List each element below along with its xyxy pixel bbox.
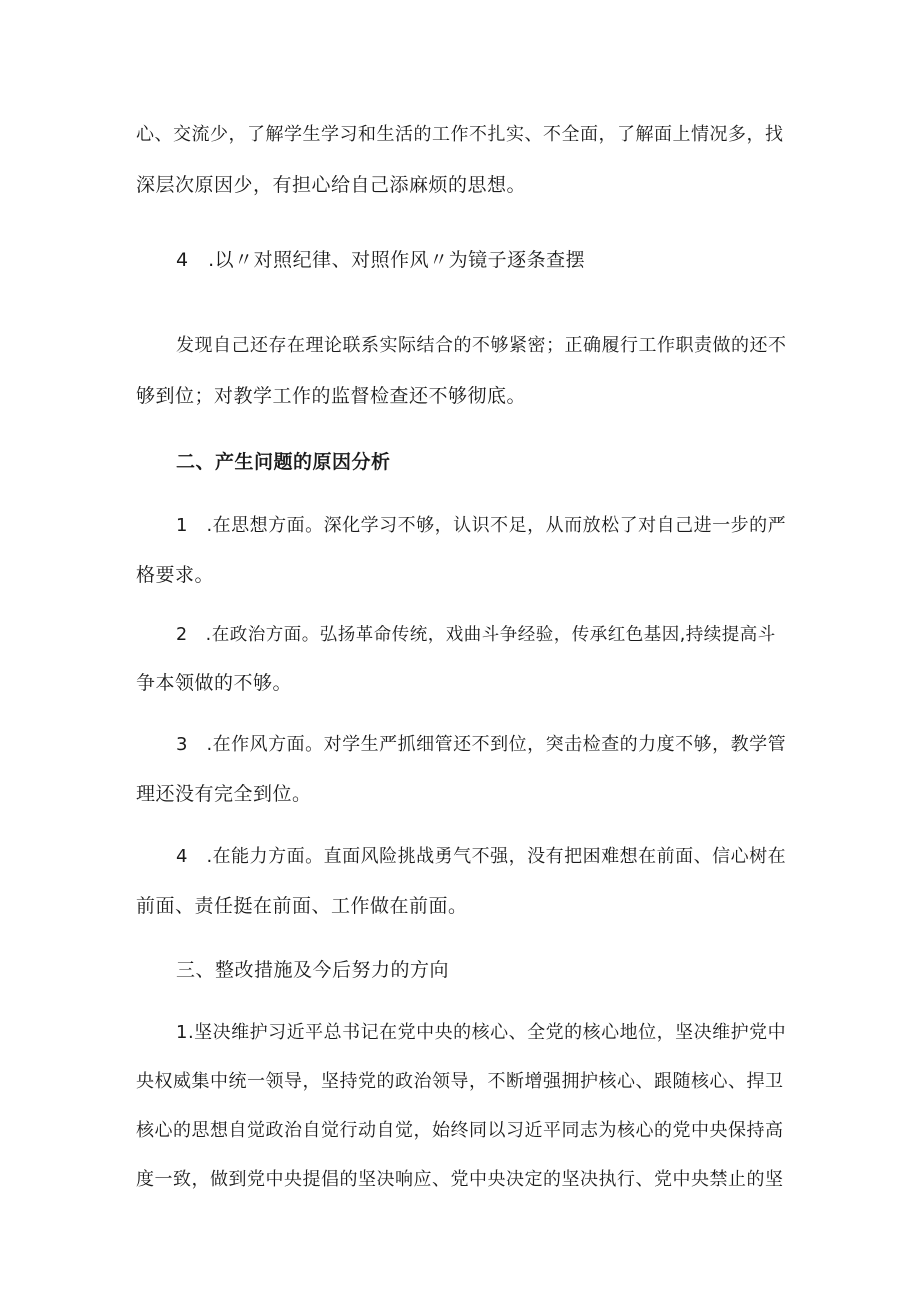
body-text-line: 央权威集中统一领导，坚持党的政治领导，不断增强拥护核心、跟随核心、捍卫 xyxy=(136,1071,784,1092)
body-text-line: 度一致，做到党中央提倡的坚决响应、党中央决定的坚决执行、党中央禁止的坚 xyxy=(136,1169,784,1190)
list-item: 1 .在思想方面。深化学习不够，认识不足，从而放松了对自己进一步的严 xyxy=(176,515,787,536)
list-item: 3 .在作风方面。对学生严抓细管还不到位，突击检查的力度不够，教学管 xyxy=(176,734,787,755)
section-heading: 二、产生问题的原因分析 xyxy=(176,451,391,473)
body-text-line: 理还没有完全到位。 xyxy=(136,783,312,805)
list-item: 4 .在能力方面。直面风险挑战勇气不强，没有把困难想在前面、信心树在 xyxy=(176,846,787,867)
body-text-line: 前面、责任挺在前面、工作做在前面。 xyxy=(136,895,468,917)
section-heading: 三、整改措施及今后努力的方向 xyxy=(176,959,450,981)
body-text-line: 争本领做的不够。 xyxy=(136,672,293,694)
body-text-line: 深层次原因少，有担心给自己添麻烦的思想。 xyxy=(136,174,527,196)
body-text-line: 心、交流少，了解学生学习和生活的工作不扎实、不全面，了解面上情况多，找 xyxy=(136,124,784,145)
body-text-line: 够到位；对教学工作的监督检查还不够彻底。 xyxy=(136,385,527,407)
list-item-heading: 4 .以〃对照纪律、对照作风〃为镜子逐条查摆 xyxy=(176,249,586,271)
list-item: 2 .在政治方面。弘扬革命传统，戏曲斗争经验，传承红色基因,持续提高斗 xyxy=(176,625,776,645)
body-text-line: 发现自己还存在理论联系实际结合的不够紧密；正确履行工作职责做的还不 xyxy=(176,335,787,356)
body-text-line: 格要求。 xyxy=(136,564,215,586)
body-text-line: 核心的思想自觉政治自觉行动自觉，始终同以习近平同志为核心的党中央保持高 xyxy=(136,1120,784,1141)
list-item: 1.坚决维护习近平总书记在党中央的核心、全党的核心地位，坚决维护党中 xyxy=(176,1022,787,1043)
